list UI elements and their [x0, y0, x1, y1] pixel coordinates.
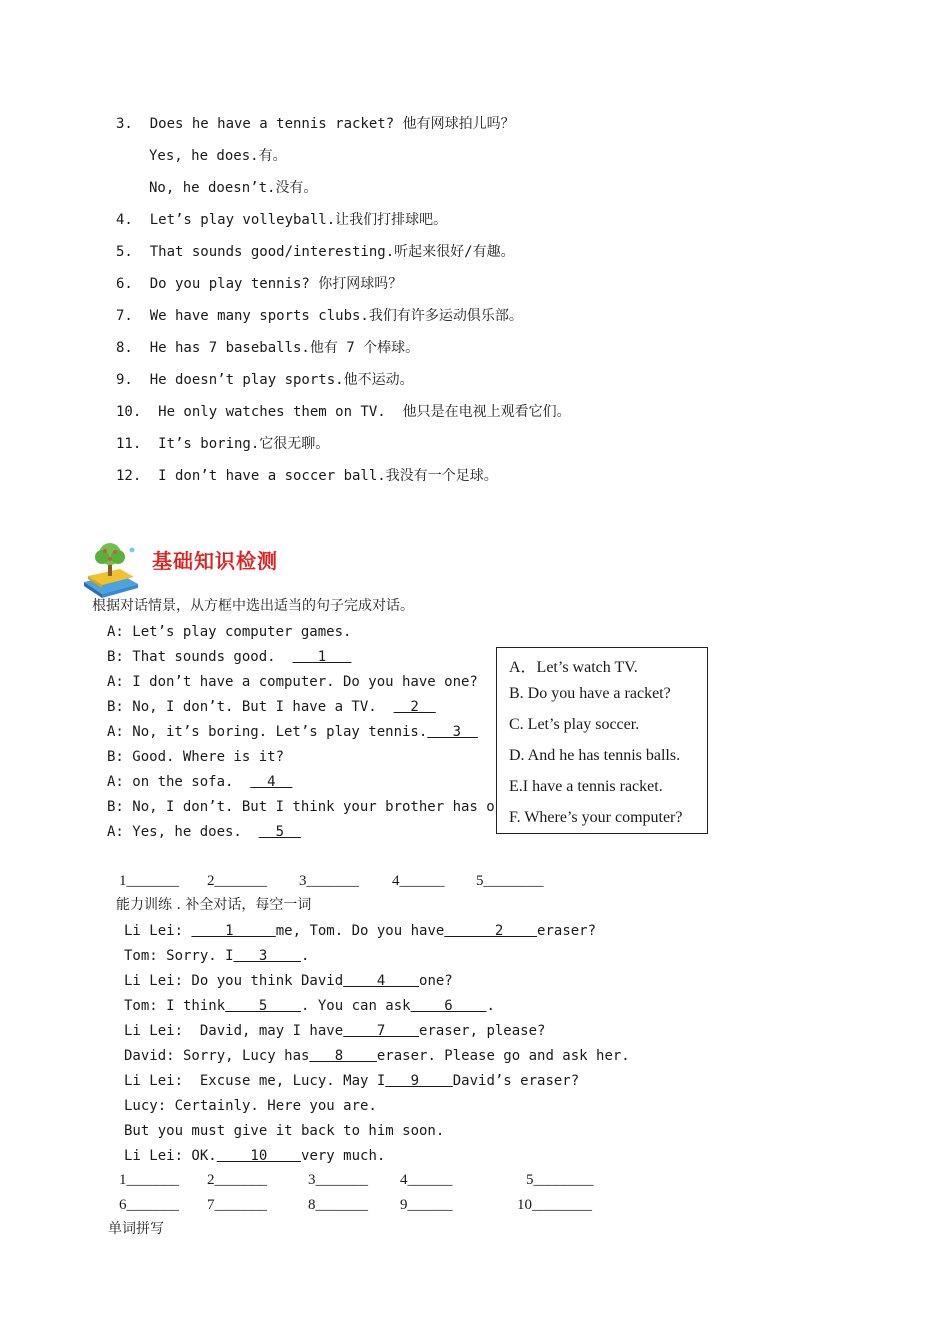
dialogue-text: Lucy: Certainly. Here you are.: [124, 1098, 377, 1114]
phrase-zh: 他不运动。: [343, 372, 414, 388]
phrase-en: 10. He only watches them on TV.: [116, 404, 403, 420]
dialogue-text: eraser, please?: [419, 1023, 546, 1039]
phrase-item: [116, 403, 571, 421]
phrase-zh: 他只是在电视上观看它们。: [402, 404, 571, 420]
dialogue-text: A: Let’s play computer games.: [107, 624, 352, 640]
answer-blank[interactable]: 6: [410, 998, 487, 1014]
dialogue-text: B: No, I don’t. But I think your brother has o: [107, 799, 495, 815]
dialogue-text: A: I don’t have a computer. Do you have one?: [107, 674, 478, 690]
dialogue-text: Li Lei: OK.: [124, 1148, 217, 1164]
dialogue-text: Li Lei: David, may I have: [124, 1023, 344, 1039]
dialogue-text: eraser?: [537, 923, 597, 939]
answer-slot[interactable]: 1_______: [119, 1172, 179, 1188]
answer-slot[interactable]: 5________: [476, 873, 544, 889]
answer-blank[interactable]: 9: [385, 1073, 453, 1089]
dialogue-line: [124, 1097, 377, 1115]
dialogue-text: Li Lei:: [124, 923, 192, 939]
phrase-item: [116, 467, 498, 485]
answer-slot[interactable]: 7_______: [207, 1197, 267, 1213]
answer-slot[interactable]: 3_______: [299, 873, 359, 889]
answer-slot[interactable]: 6_______: [119, 1197, 179, 1213]
dialogue-text: A: No, it’s boring. Let’s play tennis.: [107, 724, 428, 740]
dialogue-line: [124, 1047, 630, 1065]
phrase-item: [116, 275, 402, 293]
dialogue-text: eraser. Please go and ask her.: [376, 1048, 630, 1064]
answer-slot[interactable]: 3_______: [308, 1172, 368, 1188]
option-b: B. Do you have a racket?: [509, 685, 671, 702]
dialogue-line: [124, 997, 495, 1015]
answer-blank[interactable]: 3: [233, 948, 302, 964]
answer-slot[interactable]: 4______: [392, 873, 445, 889]
phrase-zh: 他有网球拍儿吗？: [402, 116, 515, 132]
phrase-en: 6. Do you play tennis?: [116, 276, 319, 292]
phrase-en: 7. We have many sports clubs.: [116, 308, 369, 324]
dialogue-line: [124, 1147, 385, 1165]
answer-slot[interactable]: 2_______: [207, 873, 267, 889]
dialogue-line: [124, 1072, 579, 1090]
dialogue-line: [124, 1022, 545, 1040]
phrase-en: 5. That sounds good/interesting.: [116, 244, 395, 260]
answer-slot[interactable]: 1_______: [119, 873, 179, 889]
phrase-zh: 有。: [258, 148, 287, 164]
option-a: A．Let’s watch TV.: [509, 659, 638, 676]
phrase-en: 12. I don’t have a soccer ball.: [116, 468, 386, 484]
phrase-zh: 他有 7 个棒球。: [309, 340, 420, 356]
phrase-item: [116, 371, 414, 389]
answer-slot[interactable]: 8_______: [308, 1197, 368, 1213]
phrase-en: 4. Let’s play volleyball.: [116, 212, 336, 228]
instruction-text: 根据对话情景，从方框中选出适当的句子完成对话。: [92, 598, 414, 614]
answer-blank[interactable]: 1: [292, 649, 352, 665]
phrase-zh: 我们有许多运动俱乐部。: [368, 308, 523, 324]
answer-blank[interactable]: 2: [393, 699, 436, 715]
dialogue-line: [124, 1122, 444, 1140]
dialogue-text: very much.: [301, 1148, 386, 1164]
dialogue-line: [124, 922, 596, 940]
phrase-item: [116, 243, 515, 261]
phrase-en: 3. Does he have a tennis racket?: [116, 116, 403, 132]
dialogue-text: Li Lei: Excuse me, Lucy. May I: [124, 1073, 386, 1089]
phrase-item: [116, 339, 419, 357]
dialogue-line: [107, 648, 351, 666]
phrase-item: [116, 115, 515, 133]
phrase-zh: 它很无聊。: [259, 436, 330, 452]
phrase-item: [149, 147, 287, 165]
dialogue-text: me, Tom. Do you have: [275, 923, 445, 939]
dialogue-line: [107, 748, 284, 766]
answer-blank[interactable]: 8: [309, 1048, 377, 1064]
phrase-zh: 听起来很好/有趣。: [394, 244, 515, 260]
dialogue-text: David: Sorry, Lucy has: [124, 1048, 310, 1064]
option-c: C. Let’s play soccer.: [509, 716, 640, 733]
dialogue-line: [107, 823, 301, 841]
phrase-zh: 我没有一个足球。: [385, 468, 498, 484]
phrase-zh: 你打网球吗？: [318, 276, 403, 292]
answer-slot[interactable]: 2_______: [207, 1172, 267, 1188]
phrase-item: [116, 211, 447, 229]
option-f: F. Where’s your computer?: [509, 809, 683, 826]
dialogue-text: David’s eraser?: [452, 1073, 580, 1089]
phrase-item: [116, 435, 329, 453]
answer-slot[interactable]: 10________: [517, 1197, 592, 1213]
dialogue-text: A: Yes, he does.: [107, 824, 259, 840]
dialogue-text: B: No, I don’t. But I have a TV.: [107, 699, 394, 715]
answer-blank[interactable]: 4: [343, 973, 420, 989]
phrase-en: 11. It’s boring.: [116, 436, 260, 452]
phrase-en: 8. He has 7 baseballs.: [116, 340, 310, 356]
dialogue-text: B: Good. Where is it?: [107, 749, 285, 765]
dialogue-line: [124, 947, 309, 965]
answer-blank[interactable]: 1: [191, 923, 276, 939]
answer-blank[interactable]: 7: [343, 1023, 420, 1039]
dialogue-text: Li Lei: Do you think David: [124, 973, 344, 989]
phrase-en: No, he doesn’t.: [149, 180, 276, 196]
phrase-en: Yes, he does.: [149, 148, 259, 164]
footer-heading: 单词拼写: [108, 1221, 164, 1237]
option-e: E.I have a tennis racket.: [509, 778, 663, 795]
answer-blank[interactable]: 4: [250, 774, 293, 790]
section-title: 基础知识检测: [152, 549, 278, 573]
dialogue-text: B: That sounds good.: [107, 649, 293, 665]
dialogue-line: [107, 773, 292, 791]
dialogue-line: [124, 972, 453, 990]
dialogue-line: [107, 673, 478, 691]
answer-slot[interactable]: 4______: [400, 1172, 453, 1188]
answer-slot[interactable]: 5________: [526, 1172, 594, 1188]
dialogue-text: Tom: I think: [124, 998, 226, 1014]
answer-blank[interactable]: 5: [258, 824, 301, 840]
option-d: D. And he has tennis balls.: [509, 747, 681, 764]
dialogue-text: .: [301, 948, 310, 964]
phrase-zh: 让我们打排球吧。: [335, 212, 448, 228]
dialogue-line: [107, 798, 495, 816]
answer-blank[interactable]: 10: [216, 1148, 302, 1164]
dialogue-text: .: [486, 998, 495, 1014]
dialogue-text: . You can ask: [301, 998, 411, 1014]
dialogue-text: But you must give it back to him soon.: [124, 1123, 445, 1139]
dialogue-text: A: on the sofa.: [107, 774, 251, 790]
phrase-item: [116, 307, 523, 325]
answer-blank[interactable]: 3: [427, 724, 478, 740]
answer-slot[interactable]: 9______: [400, 1197, 453, 1213]
phrase-en: 9. He doesn’t play sports.: [116, 372, 344, 388]
options-box: [496, 647, 708, 834]
section-2-title: 能力训练 . 补全对话，每空一词: [116, 897, 312, 913]
dialogue-line: [107, 698, 436, 716]
phrase-item: [149, 179, 317, 197]
dialogue-line: [107, 623, 351, 641]
answer-blank[interactable]: 5: [225, 998, 302, 1014]
dialogue-text: one?: [419, 973, 453, 989]
dialogue-line: [107, 723, 478, 741]
answer-blank[interactable]: 2: [444, 923, 538, 939]
dialogue-text: Tom: Sorry. I: [124, 948, 234, 964]
phrase-zh: 没有。: [275, 180, 318, 196]
tree-book-icon: [80, 540, 142, 598]
